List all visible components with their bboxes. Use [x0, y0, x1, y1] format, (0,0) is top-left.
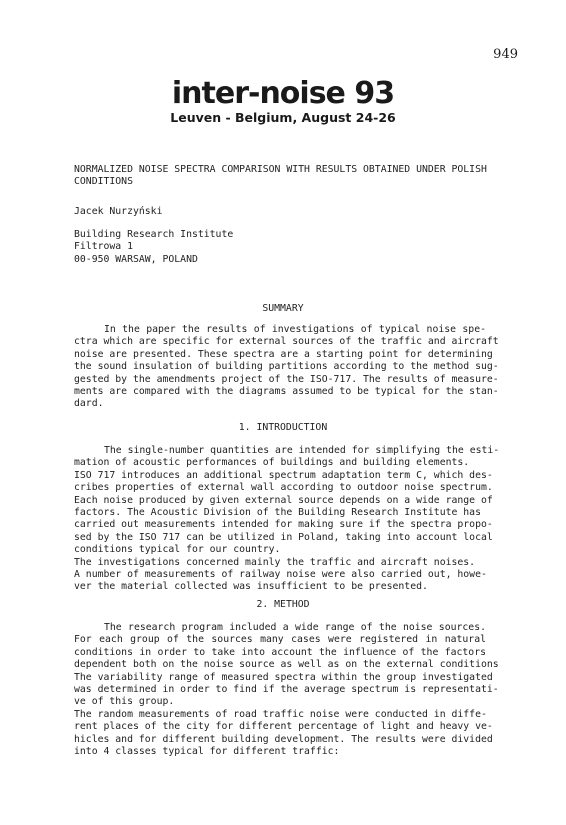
- introduction-paragraph: [74, 445, 500, 594]
- conference-location: Leuven - Belgium, August 24-26: [170, 110, 396, 125]
- text-line: factors. The Acoustic Division of the Building Research Institute has: [74, 507, 481, 519]
- paper-title: [74, 164, 494, 189]
- text-line: The variability range of measured spectra within the group investigated: [74, 671, 493, 683]
- text-line: conditions in order to take into account the influence of the factors: [74, 646, 486, 658]
- text-line: ments are compared with the diagrams assumed to be typical for the stan-: [74, 386, 499, 398]
- text-line: sed by the ISO 717 can be utilized in Poland, taking into account local: [74, 531, 493, 543]
- text-line: was determined in order to find if the average spectrum is representati-: [74, 684, 499, 696]
- text-line: For each group of the sources many cases were registered in natural: [74, 634, 486, 646]
- text-line: dard.: [74, 398, 104, 410]
- method-paragraph: [74, 622, 499, 758]
- text-line: ISO 717 introduces an additional spectrum adaptation term C, which des-: [74, 469, 493, 481]
- text-line: the sound insulation of building partitions according to the method sug-: [74, 361, 499, 373]
- author-name: Jacek Nurzyński: [74, 206, 163, 217]
- affiliation-line: 00-950 WARSAW, POLAND: [74, 253, 198, 265]
- introduction-heading: 1. INTRODUCTION: [238, 422, 328, 433]
- text-line: ve of this group.: [74, 696, 175, 708]
- text-line: rent places of the city for different percentage of light and heavy ve-: [74, 721, 493, 733]
- affiliation-line: Building Research Institute: [74, 229, 234, 240]
- paper-title-line: NORMALIZED NOISE SPECTRA COMPARISON WITH RESULTS OBTAINED UNDER POLISH: [74, 164, 487, 175]
- affiliation: [74, 229, 233, 266]
- text-line: ctra which are specific for external sources of the traffic and aircraft: [74, 336, 499, 348]
- text-line: The single-number quantities are intended for simplifying the esti-: [104, 445, 500, 456]
- text-line: A number of measurements of railway noise were also carried out, howe-: [74, 569, 487, 581]
- text-line: into 4 classes typical for different traffic:: [74, 746, 340, 758]
- method-heading: 2. METHOD: [256, 599, 310, 610]
- text-line: gested by the amendments project of the ISO-717. The results of measure-: [74, 373, 499, 385]
- text-line: mation of acoustic performances of buildings and building elements.: [74, 457, 470, 469]
- page-number: 949: [493, 47, 518, 62]
- text-line: hicles and for different building development. The results were divided: [74, 733, 493, 745]
- summary-heading: SUMMARY: [262, 303, 304, 314]
- conference-logo: inter-noise 93: [171, 76, 395, 111]
- paper-title-line: CONDITIONS: [74, 176, 133, 188]
- text-line: ver the material collected was insufficient to be presented.: [74, 581, 428, 593]
- text-line: Each noise produced by given external source depends on a wide range of: [74, 494, 493, 506]
- text-line: cribes properties of external wall according to outdoor noise spectrum.: [74, 482, 493, 494]
- affiliation-line: Filtrowa 1: [74, 241, 133, 253]
- text-line: In the paper the results of investigations of typical noise spe-: [104, 324, 486, 335]
- text-line: dependent both on the noise source as well as on the external conditions: [74, 659, 499, 671]
- summary-paragraph: [74, 324, 499, 411]
- text-line: noise are presented. These spectra are a starting point for determining: [74, 348, 493, 360]
- text-line: The random measurements of road traffic noise were conducted in diffe-: [74, 708, 487, 720]
- text-line: carried out measurements intended for making sure if the spectra propo-: [74, 519, 493, 531]
- text-line: conditions typical for our country.: [74, 544, 281, 556]
- text-line: The research program included a wide range of the noise sources.: [104, 622, 486, 633]
- text-line: The investigations concerned mainly the traffic and aircraft noises.: [74, 556, 476, 568]
